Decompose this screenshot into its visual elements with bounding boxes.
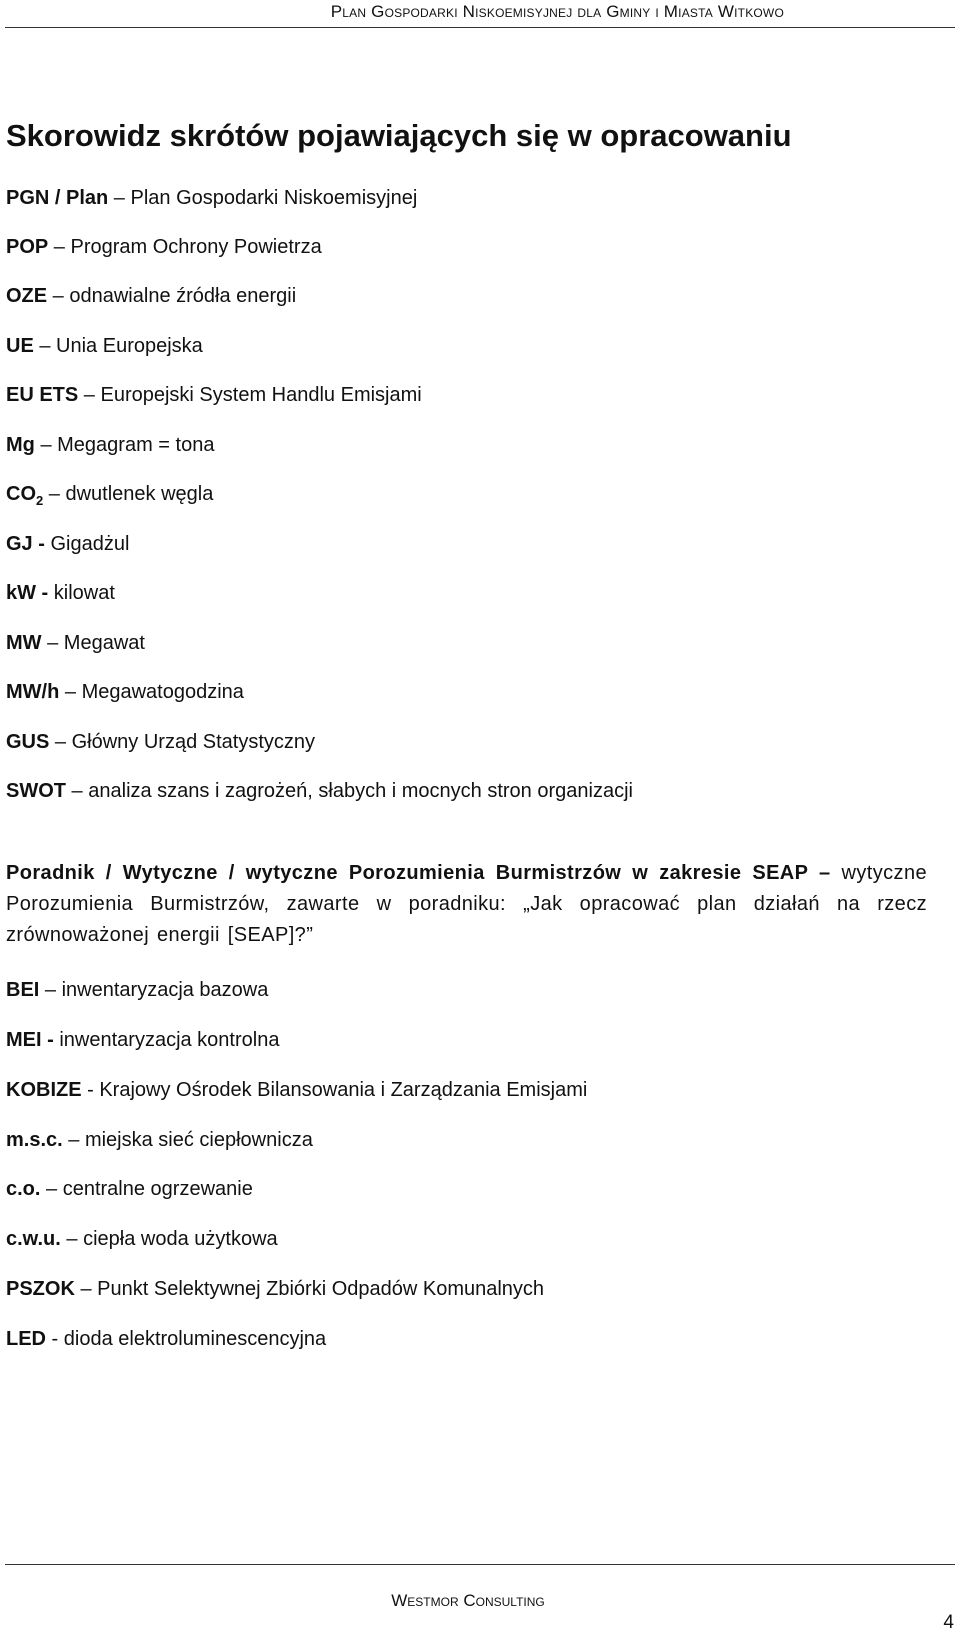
entry-term: LED <box>6 1328 46 1350</box>
entry-separator: – <box>59 681 82 703</box>
list-item <box>6 677 950 707</box>
entry-separator: – <box>74 1278 98 1300</box>
footer-company: Westmor Consulting <box>391 1591 545 1610</box>
entry-separator: – <box>62 1129 85 1151</box>
list-item <box>6 1324 950 1354</box>
running-header: Plan Gospodarki Niskoemisyjnej dla Gminy i Miasta Witkowo <box>330 2 784 21</box>
entry-definition: miejska sieć ciepłownicza <box>84 1129 313 1151</box>
entry-definition: Europejski System Handlu Emisjami <box>100 384 422 406</box>
list-item <box>6 529 950 559</box>
entry-term: GUS <box>6 731 50 753</box>
list-item <box>6 628 950 658</box>
page-title: Skorowidz skrótów pojawiających się w opracowaniu <box>6 118 792 153</box>
entry-term: Poradnik / Wytyczne / wytyczne Porozumienia Burmistrzów w zakresie SEAP – <box>6 862 831 884</box>
entry-term: CO <box>6 483 36 505</box>
list-item <box>6 281 950 311</box>
entry-separator: – <box>47 285 70 307</box>
entry-separator: - <box>46 1328 64 1350</box>
list-item <box>6 430 950 460</box>
entry-separator: – <box>41 632 64 654</box>
entry-definition: wytyczne Porozumienia Burmistrzów, zawarte w poradniku: „Jak opracować plan działań na rzecz zrównoważonej energii [SEAP]?” <box>6 862 927 946</box>
entry-term: m.s.c. <box>6 1129 63 1151</box>
entry-term: BEI <box>6 979 40 1001</box>
page-number: 4 <box>943 1612 954 1633</box>
entry-definition: centralne ogrzewanie <box>62 1178 253 1200</box>
entry-definition: Program Ochrony Powietrza <box>70 236 322 258</box>
entry-term: POP <box>6 236 49 258</box>
list-item <box>6 727 950 757</box>
header-divider <box>5 27 955 28</box>
list-item <box>6 578 950 608</box>
entry-term: GJ - <box>6 533 45 555</box>
entry-separator: – <box>39 979 62 1001</box>
entry-term: MW <box>6 632 42 654</box>
entry-term: EU ETS <box>6 384 79 406</box>
entry-separator: – <box>66 780 89 802</box>
entry-term: MEI - <box>6 1029 54 1051</box>
entry-definition: Główny Urząd Statystyczny <box>71 731 316 753</box>
entry-separator: – <box>108 187 131 209</box>
entry-definition: Plan Gospodarki Niskoemisyjnej <box>130 187 418 209</box>
entry-term: kW - <box>6 582 49 604</box>
entry-definition: kilowat <box>53 582 115 604</box>
entry-definition: Megawatogodzina <box>81 681 244 703</box>
entry-definition: dwutlenek węgla <box>65 483 214 505</box>
list-item <box>6 380 950 410</box>
entry-separator: – <box>33 335 57 357</box>
entry-term: c.w.u. <box>6 1228 61 1250</box>
entry-definition: inwentaryzacja bazowa <box>61 979 269 1001</box>
entry-term: PSZOK <box>6 1278 75 1300</box>
entry-definition: Gigadżul <box>50 533 130 555</box>
entry-separator: – <box>78 384 101 406</box>
footer-divider <box>5 1564 955 1565</box>
list-item <box>6 776 950 806</box>
entry-separator: – <box>40 1178 63 1200</box>
entry-separator: – <box>48 236 71 258</box>
entry-term: MW/h <box>6 681 60 703</box>
entry-term-subscript: 2 <box>36 493 44 508</box>
list-item <box>6 1174 950 1204</box>
entry-definition: inwentaryzacja kontrolna <box>59 1029 280 1051</box>
list-item <box>6 1025 950 1055</box>
entry-term: UE <box>6 335 34 357</box>
entry-definition: Punkt Selektywnej Zbiórki Odpadów Komunalnych <box>97 1278 545 1300</box>
list-item <box>6 232 950 262</box>
entry-separator: – <box>60 1228 84 1250</box>
entry-definition: analiza szans i zagrożeń, słabych i mocnych stron organizacji <box>88 780 633 802</box>
entry-term: OZE <box>6 285 48 307</box>
list-item <box>6 975 950 1005</box>
entry-term: c.o. <box>6 1178 41 1200</box>
list-item-long <box>6 858 927 951</box>
entry-definition: ciepła woda użytkowa <box>83 1228 278 1250</box>
entry-term: KOBIZE <box>6 1079 82 1101</box>
list-item <box>6 479 950 516</box>
list-item <box>6 1125 950 1155</box>
entry-definition: Krajowy Ośrodek Bilansowania i Zarządzania Emisjami <box>99 1079 588 1101</box>
entry-definition: odnawialne źródła energii <box>69 285 297 307</box>
entry-definition: Megagram = tona <box>57 434 215 456</box>
entry-term: Mg <box>6 434 35 456</box>
entry-definition: Unia Europejska <box>56 335 203 357</box>
entry-definition: dioda elektroluminescencyjna <box>63 1328 327 1350</box>
entry-separator: – <box>49 731 72 753</box>
entry-term: PGN / Plan <box>6 187 109 209</box>
list-item <box>6 1075 950 1105</box>
entry-separator: – <box>34 434 58 456</box>
entry-separator: – <box>43 483 66 505</box>
entry-separator: - <box>81 1079 100 1101</box>
list-item <box>6 183 950 213</box>
list-item <box>6 1224 950 1254</box>
entry-term: SWOT <box>6 780 66 802</box>
entry-definition: Megawat <box>63 632 145 654</box>
list-item <box>6 331 950 361</box>
list-item <box>6 1274 950 1304</box>
